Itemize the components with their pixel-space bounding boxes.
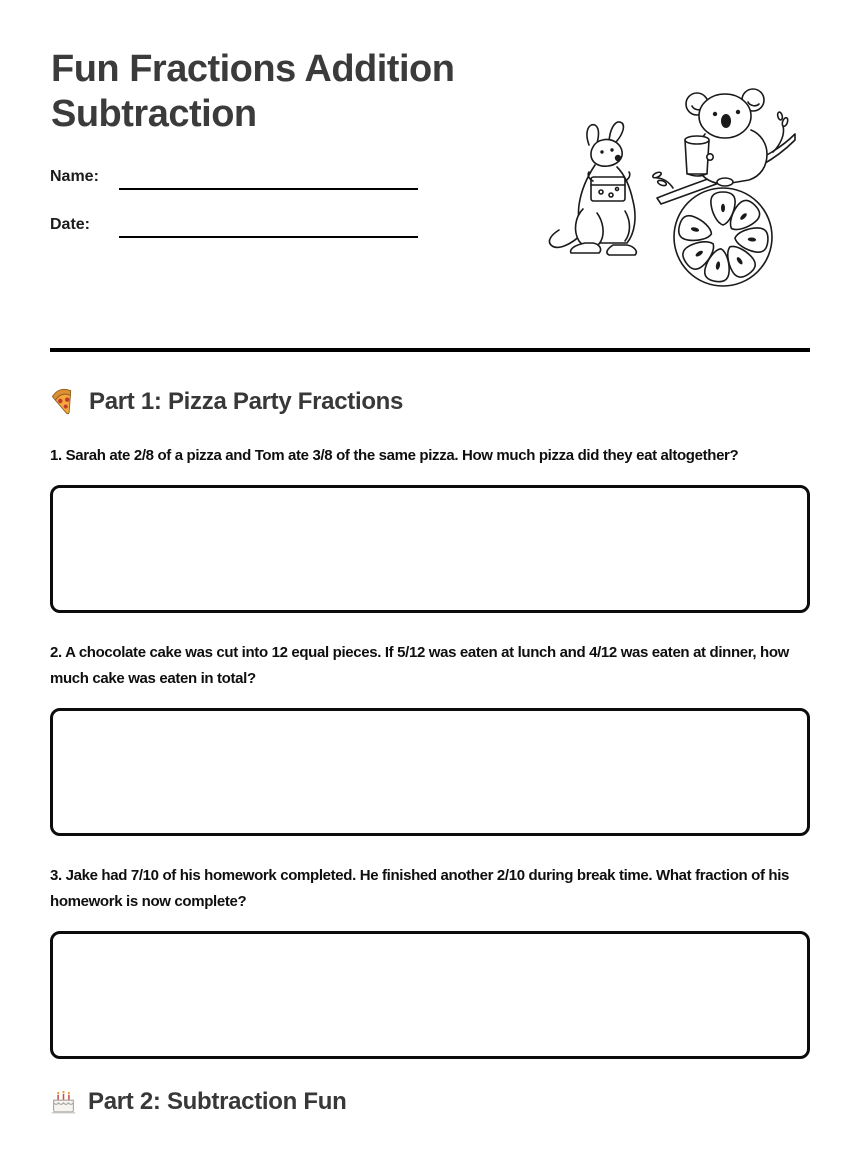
name-input-line[interactable] bbox=[119, 168, 418, 190]
answer-box-3[interactable] bbox=[50, 931, 810, 1059]
part-2-heading-label: Part 2: Subtraction Fun bbox=[88, 1088, 347, 1115]
part-1-heading-label: Part 1: Pizza Party Fractions bbox=[89, 388, 404, 415]
question-3-text: 3. Jake had 7/10 of his homework completed. He finished another 2/10 during break time. What fraction of his homework is now complete? bbox=[50, 867, 790, 910]
question-2-text: 2. A chocolate cake was cut into 12 equal pieces. If 5/12 was eaten at lunch and 4/12 was eaten at dinner, how much cake was eaten in total? bbox=[50, 644, 790, 687]
date-input-line[interactable] bbox=[119, 216, 418, 238]
part-2-heading bbox=[50, 1087, 810, 1117]
cake-icon bbox=[50, 1088, 77, 1116]
pizza-icon bbox=[50, 387, 78, 417]
part-1-heading bbox=[50, 387, 810, 417]
kangaroo-illustration bbox=[549, 122, 636, 255]
orange-slice-illustration bbox=[674, 188, 772, 286]
section-divider bbox=[50, 348, 810, 352]
header-illustration bbox=[545, 80, 797, 290]
name-label: Name: bbox=[50, 168, 99, 185]
question-1-text: 1. Sarah ate 2/8 of a pizza and Tom ate 3/8 of the same pizza. How much pizza did they eat altogether? bbox=[50, 447, 739, 464]
answer-box-1[interactable] bbox=[50, 485, 810, 613]
answer-box-2[interactable] bbox=[50, 708, 810, 836]
date-label: Date: bbox=[50, 216, 91, 233]
koala-illustration bbox=[652, 89, 795, 204]
page-title: Fun Fractions Addition Subtraction bbox=[51, 48, 455, 135]
